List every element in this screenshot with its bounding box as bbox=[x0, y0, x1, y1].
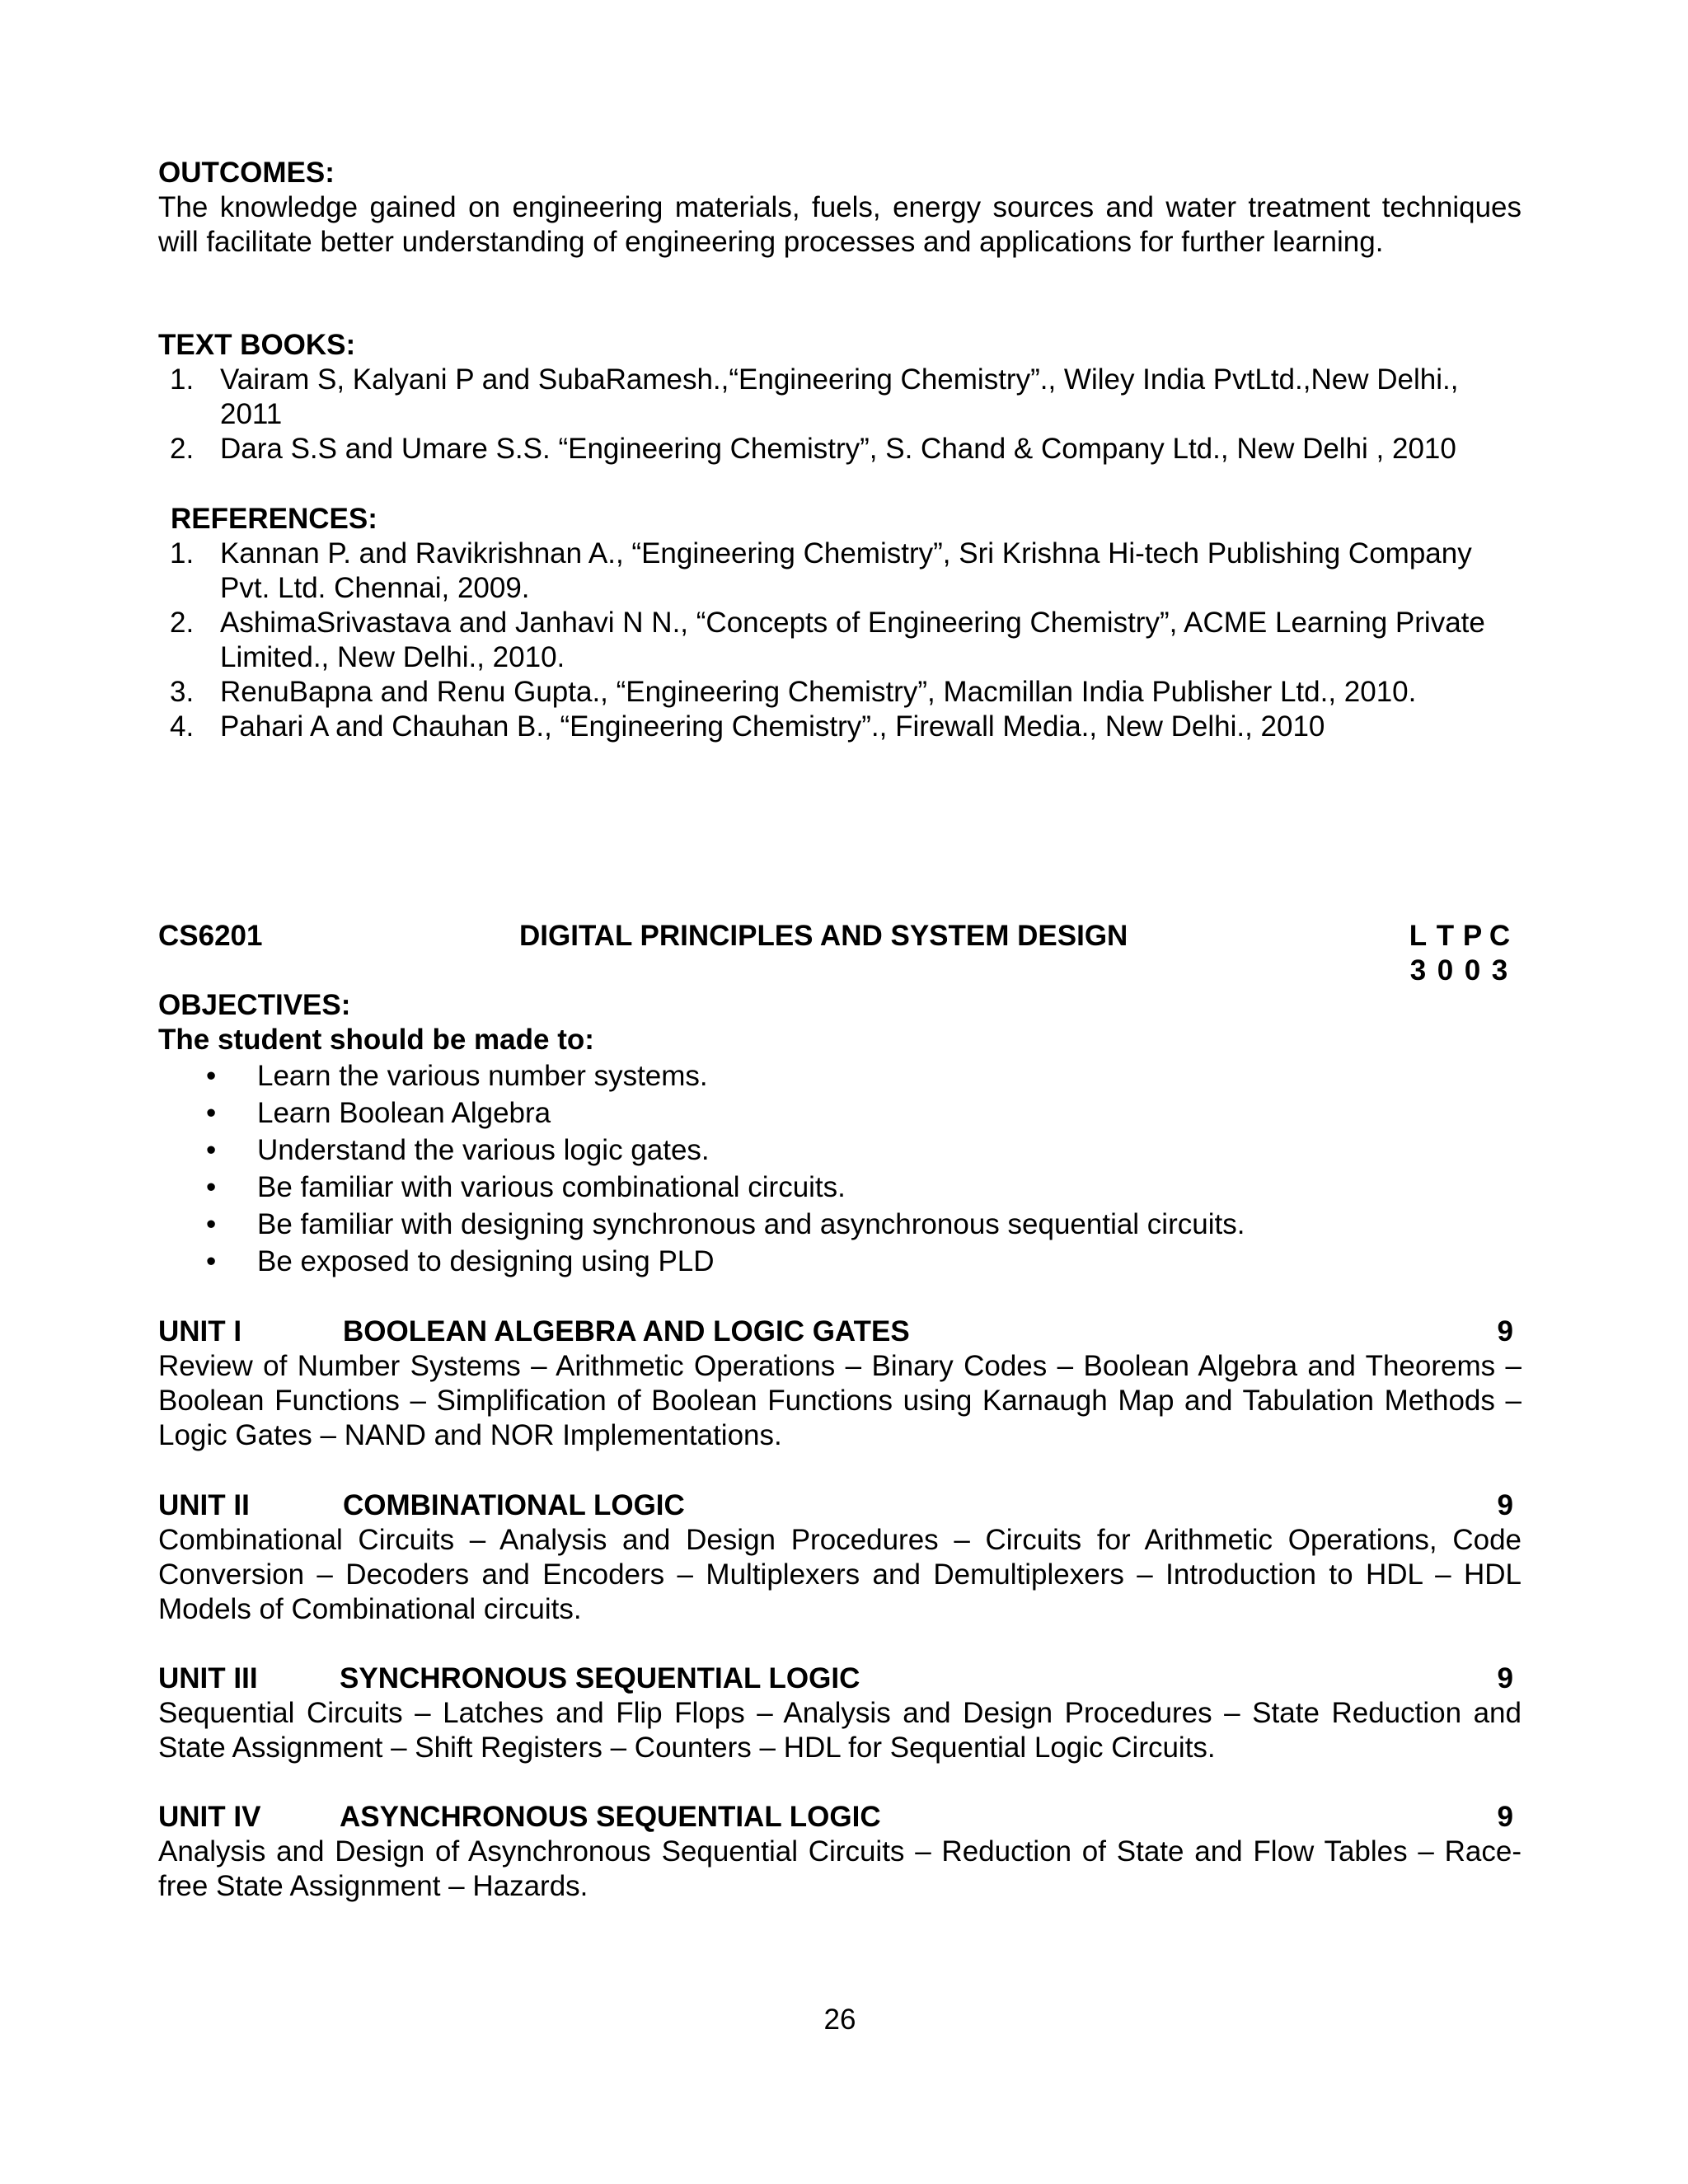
unit-hours: 9 bbox=[1497, 1315, 1513, 1347]
list-number: 1. bbox=[170, 363, 195, 396]
text-books-heading: TEXT BOOKS: bbox=[158, 329, 356, 361]
unit-heading-2 bbox=[158, 1488, 1522, 1523]
unit-heading-4 bbox=[158, 1800, 1522, 1835]
unit-title: ASYNCHRONOUS SEQUENTIAL LOGIC bbox=[340, 1801, 881, 1833]
unit-heading-1 bbox=[158, 1315, 1522, 1349]
reference-text: RenuBapna and Renu Gupta., “Engineering Chemistry”, Macmillan India Publisher Ltd., 2010. bbox=[220, 676, 1417, 708]
list-number: 2. bbox=[170, 433, 195, 465]
reference-item bbox=[158, 537, 1522, 606]
objectives-list bbox=[158, 1057, 1522, 1280]
reference-text: Pahari A and Chauhan B., “Engineering Chemistry”., Firewall Media., New Delhi., 2010 bbox=[220, 710, 1325, 743]
outcomes-heading: OUTCOMES: bbox=[158, 157, 335, 189]
reference-item bbox=[158, 606, 1522, 675]
course-header bbox=[158, 919, 1522, 987]
unit-text-2: Combinational Circuits – Analysis and Design Procedures – Circuits for Arithmetic Operations, Code Conversion – Decoders and Encoders – Multiplexers and Demultiplexers – Introduction to HDL – HDL Models of Combinational circuits. bbox=[158, 1524, 1522, 1625]
unit-hours: 9 bbox=[1497, 1801, 1513, 1833]
objective-item: • Learn the various number systems. bbox=[158, 1057, 1522, 1094]
objective-item: • Be exposed to designing using PLD bbox=[158, 1243, 1522, 1280]
unit-text-4: Analysis and Design of Asynchronous Sequential Circuits – Reduction of State and Flow Tables – Race-free State Assignment – Hazards. bbox=[158, 1835, 1522, 1902]
list-number: 1. bbox=[170, 537, 195, 569]
unit-hours: 9 bbox=[1497, 1489, 1513, 1521]
bullet-icon: • bbox=[206, 1060, 217, 1092]
reference-item bbox=[158, 710, 1522, 744]
bullet-icon: • bbox=[206, 1171, 217, 1203]
list-number: 4. bbox=[170, 710, 195, 743]
unit-label: UNIT IV bbox=[158, 1801, 261, 1833]
text-books-list bbox=[158, 363, 1522, 466]
course-title: DIGITAL PRINCIPLES AND SYSTEM DESIGN bbox=[519, 920, 1128, 952]
objective-item: • Understand the various logic gates. bbox=[158, 1132, 1522, 1169]
unit-label: UNIT II bbox=[158, 1489, 250, 1521]
reference-text: Kannan P. and Ravikrishnan A., “Engineering Chemistry”, Sri Krishna Hi-tech Publishing Company Pvt. Ltd. Chennai, 2009. bbox=[220, 537, 1472, 604]
reference-item bbox=[158, 675, 1522, 710]
text-book-item bbox=[158, 363, 1522, 432]
objective-item: • Be familiar with designing synchronous and asynchronous sequential circuits. bbox=[158, 1206, 1522, 1243]
course-code: CS6201 bbox=[158, 920, 263, 952]
ltpc-values: 3 0 0 3 bbox=[1409, 954, 1508, 987]
outcomes-text: The knowledge gained on engineering materials, fuels, energy sources and water treatment techniques will facilitate better understanding of engineering processes and applications for further learning. bbox=[158, 191, 1522, 258]
list-number: 2. bbox=[170, 607, 195, 639]
unit-label: UNIT I bbox=[158, 1315, 242, 1347]
unit-hours: 9 bbox=[1497, 1662, 1513, 1694]
unit-heading-3 bbox=[158, 1661, 1522, 1696]
text-book-text: Vairam S, Kalyani P and SubaRamesh.,“Engineering Chemistry”., Wiley India PvtLtd.,New Delhi., 2011 bbox=[220, 363, 1459, 430]
references-heading: REFERENCES: bbox=[171, 503, 377, 535]
unit-title: COMBINATIONAL LOGIC bbox=[343, 1489, 685, 1521]
page-number: 26 bbox=[823, 2004, 856, 2036]
objectives-heading: OBJECTIVES: bbox=[158, 989, 351, 1021]
objective-item: • Be familiar with various combinational circuits. bbox=[158, 1169, 1522, 1206]
unit-text-1: Review of Number Systems – Arithmetic Operations – Binary Codes – Boolean Algebra and Theorems – Boolean Functions – Simplification of Boolean Functions using Karnaugh Map and Tabulation Methods – Logic Gates – NAND and NOR Implementations. bbox=[158, 1350, 1522, 1451]
objectives-subheading: The student should be made to: bbox=[158, 1024, 594, 1056]
bullet-icon: • bbox=[206, 1245, 217, 1277]
ltpc-labels: L T P C bbox=[1409, 920, 1511, 952]
objective-item: • Learn Boolean Algebra bbox=[158, 1094, 1522, 1132]
document-page bbox=[158, 0, 1522, 2184]
bullet-icon: • bbox=[206, 1208, 217, 1240]
unit-title: BOOLEAN ALGEBRA AND LOGIC GATES bbox=[343, 1315, 910, 1347]
unit-title: SYNCHRONOUS SEQUENTIAL LOGIC bbox=[340, 1662, 860, 1694]
list-number: 3. bbox=[170, 676, 195, 708]
text-book-text: Dara S.S and Umare S.S. “Engineering Chemistry”, S. Chand & Company Ltd., New Delhi , 2010 bbox=[220, 433, 1456, 465]
reference-text: AshimaSrivastava and Janhavi N N., “Concepts of Engineering Chemistry”, ACME Learning Private Limited., New Delhi., 2010. bbox=[220, 607, 1485, 673]
unit-label: UNIT III bbox=[158, 1662, 258, 1694]
references-list bbox=[158, 537, 1522, 744]
bullet-icon: • bbox=[206, 1097, 217, 1129]
text-book-item bbox=[158, 432, 1522, 466]
unit-text-3: Sequential Circuits – Latches and Flip Flops – Analysis and Design Procedures – State Reduction and State Assignment – Shift Registers – Counters – HDL for Sequential Logic Circuits. bbox=[158, 1697, 1522, 1764]
bullet-icon: • bbox=[206, 1134, 217, 1166]
